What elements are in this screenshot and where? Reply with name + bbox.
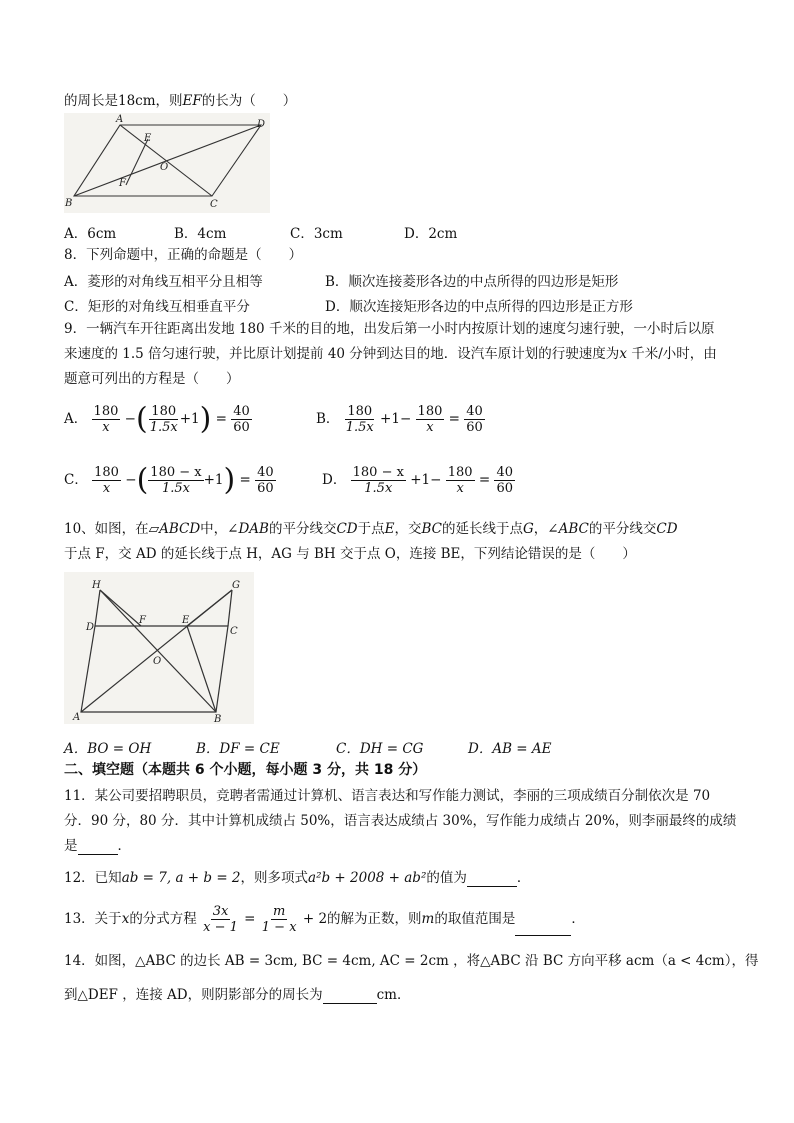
q9-line1: 9．一辆汽车开往距离出发地 180 千米的目的地，出发后第一小时内按原计划的速度匀速行驶，一小时后以原 bbox=[64, 321, 715, 337]
q10-option-a[interactable]: A．BO = OH bbox=[64, 741, 152, 757]
q12-line: 12．已知ab = 7, a + b = 2，则多项式a²b + 2008 + ab²的值为 ． bbox=[64, 870, 531, 886]
q7-label-f: F bbox=[119, 178, 126, 189]
q10-label-e: E bbox=[182, 615, 190, 626]
q7-label-o: O bbox=[160, 162, 169, 173]
q10-label-b: B bbox=[214, 714, 222, 724]
q9-line2: 来速度的 1.5 倍匀速行驶，并比原计划提前 40 分钟到达目的地．设汽车原计划的行驶速度为x 千米/小时，由 bbox=[64, 346, 717, 362]
q10-label-a: A bbox=[73, 712, 81, 723]
q7-label-b: B bbox=[65, 198, 73, 209]
q13-answer-blank[interactable] bbox=[515, 921, 571, 936]
q10-label-o: O bbox=[153, 656, 162, 667]
q7-option-d[interactable]: D．2cm bbox=[404, 226, 458, 242]
q9-option-c[interactable]: C． $\frac{180}{x}$ −( $\frac{180 - x}{1.5x}$ +1) = $\frac{40}{60}$ bbox=[64, 462, 274, 498]
q7-figure bbox=[64, 113, 270, 213]
q8-option-b[interactable]: B．顺次连接菱形各边的中点所得的四边形是矩形 bbox=[325, 274, 619, 290]
q8-option-a[interactable]: A．菱形的对角线互相平分且相等 bbox=[64, 274, 263, 290]
q7-option-a[interactable]: A．6cm bbox=[64, 226, 117, 242]
q9-line3: 题意可列出的方程是（ ） bbox=[64, 371, 240, 387]
q14-line1: 14．如图，△ABC 的边长 AB = 3cm, BC = 4cm, AC = 2cm ，将△ABC 沿 BC 方向平移 acm（a < 4cm），得 bbox=[64, 953, 759, 969]
q10-label-c: C bbox=[230, 626, 238, 637]
q10-line1: 10、如图，在▱ABCD中，∠DAB的平分线交CD于点E，交BC的延长线于点G，∠ABC的平分线交CD bbox=[64, 521, 678, 537]
q11-line2: 分．90 分，80 分．其中计算机成绩占 50%，语言表达成绩占 30%，写作能力成绩占 20%，则李丽最终的成绩 bbox=[64, 813, 737, 829]
q11-answer-blank[interactable] bbox=[78, 840, 118, 855]
q7-label-a: A bbox=[116, 114, 124, 125]
q10-option-c[interactable]: C．DH = CG bbox=[336, 741, 424, 757]
q8-stem: 8．下列命题中，正确的命题是（ ） bbox=[64, 247, 303, 263]
q7-option-c[interactable]: C．3cm bbox=[290, 226, 343, 242]
q10-label-f: F bbox=[139, 615, 146, 626]
q10-label-h: H bbox=[92, 580, 101, 591]
q14-line2: 到△DEF ，连接 AD，则阴影部分的周长为 cm． bbox=[64, 987, 411, 1003]
q7-option-b[interactable]: B．4cm bbox=[174, 226, 227, 242]
section-2-heading: 二、填空题（本题共 6 个小题，每小题 3 分，共 18 分） bbox=[64, 762, 427, 778]
q12-answer-blank[interactable] bbox=[467, 872, 517, 887]
q11-line3: 是 ． bbox=[64, 838, 131, 854]
q10-figure bbox=[64, 572, 254, 724]
q7-label-c: C bbox=[210, 199, 218, 210]
q10-option-b[interactable]: B．DF = CE bbox=[196, 741, 280, 757]
q7-stem: 的周长是18cm，则EF的长为（ ） bbox=[64, 93, 297, 109]
q10-option-d[interactable]: D．AB = AE bbox=[468, 741, 552, 757]
q8-option-c[interactable]: C．矩形的对角线互相垂直平分 bbox=[64, 299, 250, 315]
q7-label-e: E bbox=[144, 133, 152, 144]
q11-line1: 11．某公司要招聘职员，竞聘者需通过计算机、语言表达和写作能力测试，李丽的三项成绩百分制依次是 70 bbox=[64, 788, 711, 804]
q8-option-d[interactable]: D．顺次连接矩形各边的中点所得的四边形是正方形 bbox=[325, 299, 633, 315]
q7-label-d: D bbox=[257, 119, 266, 130]
q10-label-d: D bbox=[86, 622, 95, 633]
q10-label-g: G bbox=[232, 580, 240, 591]
q14-answer-blank[interactable] bbox=[323, 989, 377, 1004]
q9-option-b[interactable]: B． $\frac{180}{1.5x}$ +1− $\frac{180}{x}$ = $\frac{40}{60}$ bbox=[316, 404, 483, 435]
q13-line: 13．关于x的分式方程 $\frac{3x}{x - 1}$ = $\frac{m}{1 - x}$ + 2的解为正数，则m的取值范围是 ． bbox=[64, 904, 585, 935]
q9-option-d[interactable]: D． $\frac{180 - x}{1.5x}$ +1− $\frac{180}{x}$ = $\frac{40}{60}$ bbox=[322, 465, 514, 496]
q9-option-a[interactable]: A． $\frac{180}{x}$ −( $\frac{180}{1.5x}$ +1) = $\frac{40}{60}$ bbox=[64, 401, 250, 437]
q10-line2: 于点 F，交 AD 的延长线于点 H，AG 与 BH 交于点 O，连接 BE，下列结论错误的是（ ） bbox=[64, 546, 636, 562]
